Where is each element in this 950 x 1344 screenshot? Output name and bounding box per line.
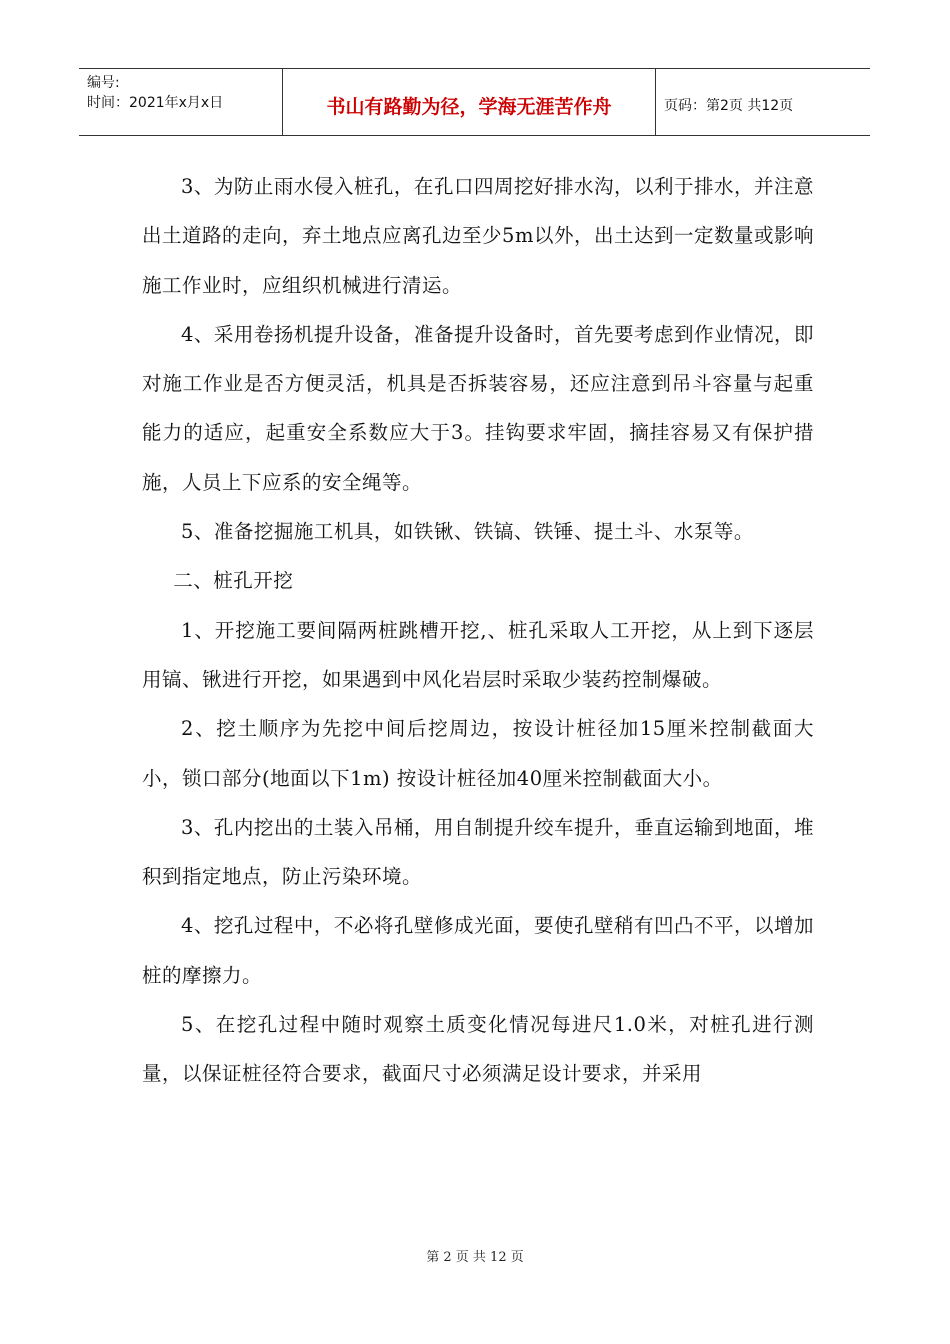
paragraph: 5、在挖孔过程中随时观察土质变化情况每进尺1.0米，对桩孔进行测量，以保证桩径符合要求，截面尺寸必须满足设计要求，并采用	[142, 1013, 814, 1086]
paragraph: 5、准备挖掘施工机具，如铁锹、铁镐、铁锤、提土斗、水泵等。	[181, 520, 754, 544]
header-motto: 书山有路勤为径，学海无涯苦作舟	[283, 69, 656, 135]
page-header	[79, 68, 870, 136]
header-page-info: 页码：第2页 共12页	[664, 98, 794, 114]
paragraph: 4、挖孔过程中，不必将孔壁修成光面，要使孔壁稍有凹凸不平，以增加桩的摩擦力。	[142, 914, 814, 987]
paragraph: 4、采用卷扬机提升设备，准备提升设备时，首先要考虑到作业情况，即对施工作业是否方便灵活，机具是否拆装容易，还应注意到吊斗容量与起重能力的适应，起重安全系数应大于3。挂钩要求牢固，摘挂容易又有保护措施，人员上下应系的安全绳等。	[142, 322, 814, 494]
paragraph: 1、开挖施工要间隔两桩跳槽开挖,、桩孔采取人工开挖，从上到下逐层用镐、锹进行开挖，如果遇到中风化岩层时采取少装药控制爆破。	[142, 618, 814, 691]
paragraph: 2、挖土顺序为先挖中间后挖周边，按设计桩径加15厘米控制截面大小，锁口部分(地面以下1m) 按设计桩径加40厘米控制截面大小。	[142, 717, 814, 790]
document-time: 时间：2021年x月x日	[87, 95, 224, 111]
page-footer: 第 2 页 共 12 页	[426, 1250, 524, 1265]
header-meta	[79, 69, 283, 135]
paragraph: 3、为防止雨水侵入桩孔，在孔口四周挖好排水沟，以利于排水，并注意出土道路的走向，弃土地点应离孔边至少5m以外，出土达到一定数量或影响施工作业时，应组织机械进行清运。	[142, 175, 814, 297]
section-heading: 二、桩孔开挖	[173, 569, 294, 593]
document-body	[142, 162, 814, 1099]
paragraph: 3、孔内挖出的土装入吊桶，用自制提升绞车提升，垂直运输到地面，堆积到指定地点，防止污染环境。	[142, 815, 814, 889]
document-code-label: 编号:	[87, 75, 120, 91]
